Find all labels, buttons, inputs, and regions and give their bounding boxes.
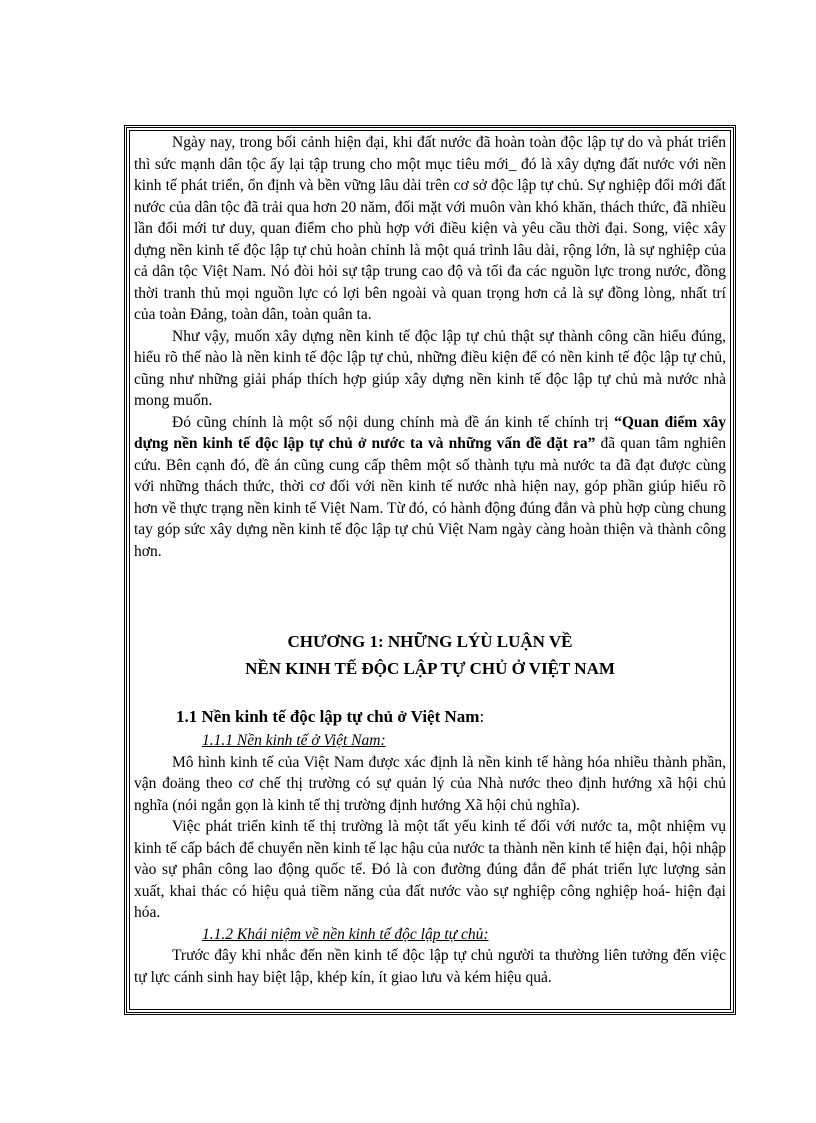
intro-paragraph-2: Như vậy, muốn xây dựng nền kinh tế độc lập tự chủ thật sự thành công cần hiểu đúng, hiểu rõ thế nào là nền kinh tế độc lập tự chủ, những điều kiện để có nền kinh tế độc lập tự chủ, cũng như những giải pháp thích hợp giúp xây dựng nền kinh tế độc lập tự chủ mà nước nhà mong muốn. <box>134 327 726 409</box>
intro-paragraph-3-tail: đã quan tâm nghiên cứu. Bên cạnh đó, đề án cũng cung cấp thêm một số thành tựu mà nước ta đã đạt được cùng với những thách thức, thời cơ đối với nền kinh tế nước nhà hiện nay, góp phần giúp hiểu rõ hơn về thực trạng nền kinh tế Việt Nam. Từ đó, có hành động đúng đắn và phù hợp cùng chung tay góp sức xây dựng nền kinh tế độc lập tự chủ Việt Nam ngày càng hoàn thiện và thành công hơn. <box>134 435 726 560</box>
section-1-1-heading <box>176 704 726 730</box>
subsection-1-1-1-heading: 1.1.1 Nền kinh tế ở Việt Nam: <box>202 732 386 749</box>
project-title: “Quan điểm xây dựng nền kinh tế độc lập tự chủ ở nước ta và những vấn đề đặt ra” <box>134 413 726 452</box>
subsection-1-1-1-paragraph-1: Mô hình kinh tế của Việt Nam được xác định là nền kinh tế hàng hóa nhiều thành phần, vận đoäng theo cơ chế thị trường có sự quản lý của Nhà nước theo định hướng xã hội chủ nghĩa (nói ngắn gọn là kinh tế thị trường định hướng Xã hội chủ nghĩa). <box>134 753 726 814</box>
section-1-1-heading-text: 1.1 Nền kinh tế độc lập tự chủ ở Việt Nam <box>176 707 480 726</box>
intro-paragraph-3 <box>134 412 726 563</box>
intro-paragraph-3-lead: Đó cũng chính là một số nội dung chính mà đề án kinh tế chính trị <box>172 413 615 431</box>
chapter-title-line-2: NỀN KINH TẾ ĐỘC LẬP TỰ CHỦ Ở VIỆT NAM <box>245 659 615 678</box>
spacer <box>134 562 726 628</box>
spacer <box>134 682 726 704</box>
document-body <box>134 132 726 988</box>
intro-paragraph-1: Ngày nay, trong bối cảnh hiện đại, khi đất nước đã hoàn toàn độc lập tự do và phát triển thì sức mạnh dân tộc ấy lại tập trung cho một mục tiêu mới_ đó là xây dựng đất nước với nền kinh tế phát triển, ổn định và bền vững lâu dài trên cơ sở độc lập tự chủ. Sự nghiệp đổi mới đất nước của dân tộc đã trải qua hơn 20 năm, đối mặt với muôn vàn khó khăn, thách thức, đã nhiều lần đổi mới tư duy, quan điểm cho phù hợp với điều kiện và yêu cầu thời đại. Song, việc xây dựng nền kinh tế độc lập tự chủ hoàn chỉnh là một quá trình lâu dài, rộng lớn, là sự nghiệp của cả dân tộc Việt Nam. Nó đòi hỏi sự tập trung cao độ và tối đa các nguồn lực trong nước, đồng thời tranh thủ mọi nguồn lực có lợi bên ngoài và quan trọng hơn cả là sự đồng lòng, nhất trí của toàn Đảng, toàn dân, toàn quân ta. <box>134 134 726 323</box>
chapter-title-line-1: CHƯƠNG 1: NHỮNG LÝÙ LUẬN VỀ <box>287 632 573 651</box>
subsection-1-1-1-paragraph-2: Việc phát triển kinh tế thị trường là một tất yếu kinh tế đối với nước ta, một nhiệm vụ kinh tế cấp bách để chuyển nền kinh tế lạc hậu của nước ta thành nền kinh tế hiện đại, hội nhập vào sự phân công lao động quốc tế. Đó là con đường đúng đắn để phát triển lực lượng sản xuất, khai thác có hiệu quả tiềm năng của đất nước vào sự nghiệp công nghiệp hoá- hiện đại hóa. <box>134 818 726 921</box>
chapter-title <box>134 628 726 682</box>
section-1-1-heading-colon: : <box>479 707 485 726</box>
subsection-1-1-2-heading: 1.1.2 Khái niệm về nền kinh tế độc lập tự chủ: <box>202 925 489 943</box>
subsection-1-1-2-paragraph-1: Trước đây khi nhắc đến nền kinh tế độc lập tự chủ người ta thường liên tưởng đến việc tự lực cánh sinh hay biệt lập, khép kín, ít giao lưu và kém hiệu quả. <box>134 947 726 986</box>
